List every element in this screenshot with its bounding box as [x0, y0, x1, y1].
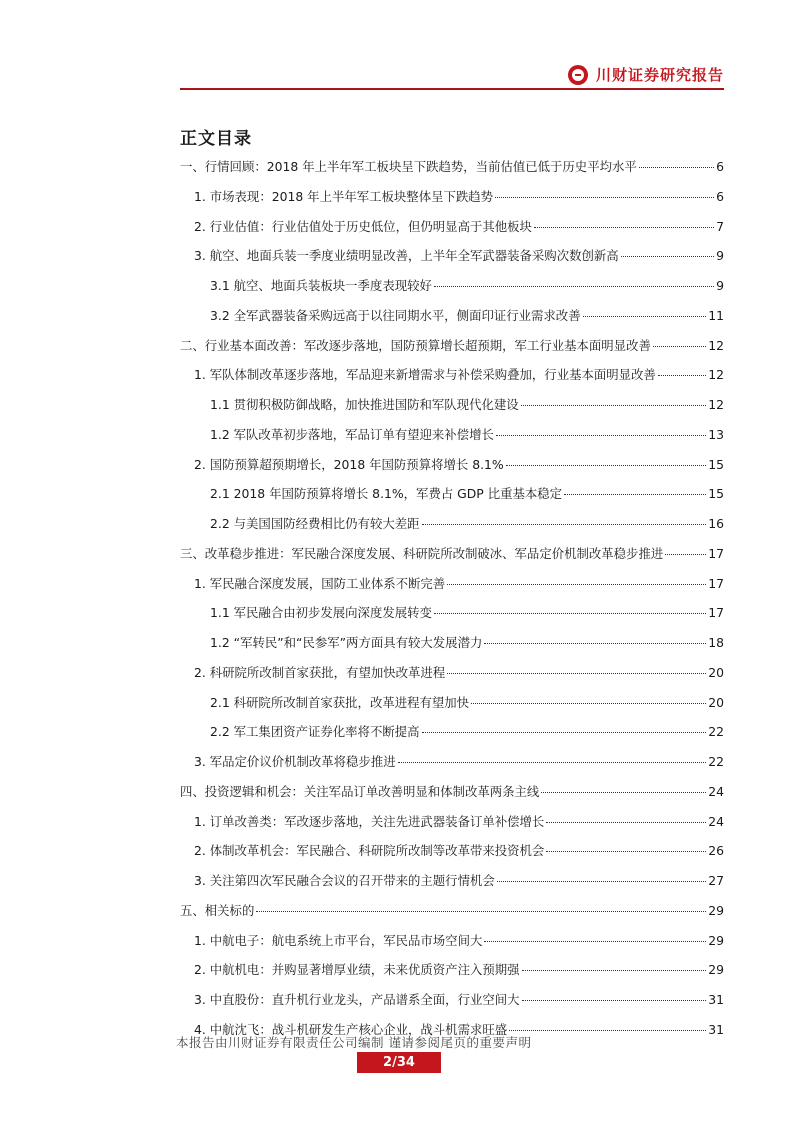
toc-entry-page: 11 — [708, 307, 724, 323]
toc-entry-text: 3.2 全军武器装备采购远高于以往同期水平，侧面印证行业需求改善 — [210, 307, 581, 323]
toc-entry[interactable] — [180, 836, 724, 866]
toc-entry[interactable] — [180, 539, 724, 569]
toc-entry[interactable] — [180, 926, 724, 956]
brand — [568, 64, 724, 85]
toc-entry[interactable] — [180, 569, 724, 599]
toc-entry[interactable] — [180, 450, 724, 480]
toc-entry-page: 9 — [716, 248, 724, 264]
toc-leader-dots — [564, 494, 706, 495]
toc-leader-dots — [521, 405, 707, 406]
toc-entry-page: 29 — [708, 902, 724, 918]
toc-entry-text: 1.2 “军转民”和“民参军”两方面具有较大发展潜力 — [210, 635, 483, 650]
toc-entry[interactable] — [180, 331, 724, 361]
toc-entry-text: 2. 国防预算超预期增长，2018 年国防预算将增长 8.1% — [194, 456, 504, 472]
toc-entry-text: 4. 中航沈飞：战斗机研发生产核心企业，战斗机需求旺盛 — [194, 1021, 508, 1037]
toc-leader-dots — [497, 881, 706, 882]
toc-entry-text: 2.1 2018 年国防预算将增长 8.1%，军费占 GDP 比重基本稳定 — [210, 486, 563, 502]
toc-entry-page: 20 — [708, 694, 724, 710]
toc-entry-page: 22 — [708, 754, 724, 769]
footer-disclaimer: 本报告由川财证券有限责任公司编制 谨请参阅尾页的重要声明 — [176, 1035, 532, 1050]
toc-entry[interactable] — [180, 598, 724, 628]
toc-leader-dots — [546, 851, 706, 852]
toc-leader-dots — [639, 167, 714, 168]
toc-entry-text: 3. 航空、地面兵装一季度业绩明显改善，上半年全军武器装备采购次数创新高 — [194, 248, 619, 264]
toc-entry-text: 2.1 科研院所改制首家获批，改革进程有望加快 — [210, 694, 470, 710]
toc-entry-page: 27 — [708, 873, 724, 888]
toc-entry-text: 2. 中航机电：并购显著增厚业绩，未来优质资产注入预期强 — [194, 962, 520, 978]
toc-entry[interactable] — [180, 212, 724, 242]
toc-entry[interactable] — [180, 628, 724, 658]
toc-leader-dots — [546, 822, 706, 823]
toc-leader-dots — [621, 256, 714, 257]
toc-entry-text: 1. 订单改善类：军改逐步落地，关注先进武器装备订单补偿增长 — [194, 813, 545, 829]
toc-entry-page: 6 — [716, 188, 724, 204]
toc-entry-text: 2. 行业估值：行业估值处于历史低位，但仍明显高于其他板块 — [194, 218, 532, 234]
toc-entry-text: 1. 军队体制改革逐步落地，军品迎来新增需求与补偿采购叠加，行业基本面明显改善 — [194, 367, 656, 383]
toc-entry-page: 20 — [708, 664, 724, 680]
toc-entry-page: 18 — [708, 635, 724, 650]
toc-leader-dots — [447, 673, 706, 674]
toc-entry-text: 1.1 贯彻积极防御战略，加快推进国防和军队现代化建设 — [210, 397, 519, 412]
toc-entry[interactable] — [180, 390, 724, 420]
toc-leader-dots — [534, 227, 714, 228]
toc-entry-page: 24 — [708, 783, 724, 799]
toc-entry-text: 1.2 军队改革初步落地，军品订单有望迎来补偿增长 — [210, 426, 494, 442]
toc-leader-dots — [495, 197, 714, 198]
toc-entry[interactable] — [180, 271, 724, 301]
toc-leader-dots — [496, 435, 706, 436]
toc-entry-text: 五、相关标的 — [180, 902, 255, 918]
toc-entry[interactable] — [180, 866, 724, 896]
toc-entry-text: 1.1 军民融合由初步发展向深度发展转变 — [210, 605, 432, 621]
brand-logo-icon — [568, 65, 588, 85]
toc-entry[interactable] — [180, 152, 724, 182]
toc-leader-dots — [447, 584, 706, 585]
toc-entry-page: 12 — [708, 367, 724, 383]
toc-entry-page: 15 — [708, 486, 724, 502]
toc-entry[interactable] — [180, 301, 724, 331]
toc-leader-dots — [522, 1000, 707, 1001]
toc-entry-page: 22 — [708, 724, 724, 740]
toc-entry-text: 3. 关注第四次军民融合会议的召开带来的主题行情机会 — [194, 873, 495, 888]
table-of-contents — [180, 152, 724, 1045]
toc-entry-page: 12 — [708, 397, 724, 412]
toc-entry[interactable] — [180, 955, 724, 985]
brand-name: 川财证券研究报告 — [595, 66, 724, 84]
toc-entry[interactable] — [180, 420, 724, 450]
toc-entry[interactable] — [180, 360, 724, 390]
report-header — [180, 60, 724, 90]
toc-entry-page: 7 — [716, 218, 724, 234]
toc-entry-text: 3.1 航空、地面兵装板块一季度表现较好 — [210, 278, 432, 293]
toc-leader-dots — [506, 465, 707, 466]
toc-leader-dots — [653, 346, 706, 347]
toc-entry-page: 17 — [708, 605, 724, 621]
toc-entry[interactable] — [180, 479, 724, 509]
toc-entry-page: 12 — [708, 337, 724, 353]
toc-entry-text: 三、改革稳步推进：军民融合深度发展、科研院所改制破冰、军品定价机制改革稳步推进 — [180, 545, 664, 561]
toc-leader-dots — [398, 762, 707, 763]
toc-entry-page: 29 — [708, 932, 724, 948]
toc-entry-page: 15 — [708, 456, 724, 472]
toc-leader-dots — [422, 524, 707, 525]
toc-entry[interactable] — [180, 807, 724, 837]
toc-entry-page: 13 — [708, 426, 724, 442]
toc-entry-page: 17 — [708, 575, 724, 591]
toc-entry[interactable] — [180, 241, 724, 271]
toc-leader-dots — [522, 970, 707, 971]
toc-leader-dots — [509, 1030, 706, 1031]
toc-entry-text: 二、行业基本面改善：军改逐步落地，国防预算增长超预期，军工行业基本面明显改善 — [180, 337, 651, 353]
toc-entry[interactable] — [180, 182, 724, 212]
toc-entry[interactable] — [180, 658, 724, 688]
toc-leader-dots — [471, 703, 706, 704]
header-divider — [180, 88, 724, 90]
toc-entry-page: 16 — [708, 516, 724, 531]
toc-entry-text: 一、行情回顾：2018 年上半年军工板块呈下跌趋势，当前估值已低于历史平均水平 — [180, 159, 637, 174]
toc-leader-dots — [583, 316, 707, 317]
toc-entry-page: 31 — [708, 992, 724, 1007]
toc-leader-dots — [541, 792, 706, 793]
toc-entry-page: 26 — [708, 843, 724, 859]
toc-entry[interactable] — [180, 717, 724, 747]
toc-entry[interactable] — [180, 985, 724, 1015]
toc-entry-text: 3. 中直股份：直升机行业龙头，产品谱系全面，行业空间大 — [194, 992, 520, 1007]
toc-entry-page: 9 — [716, 278, 724, 293]
toc-entry-text: 2.2 与美国国防经费相比仍有较大差距 — [210, 516, 420, 531]
toc-leader-dots — [434, 286, 714, 287]
toc-entry[interactable] — [180, 688, 724, 718]
toc-entry-page: 6 — [716, 159, 724, 174]
toc-entry-page: 31 — [708, 1021, 724, 1037]
toc-entry-text: 2.2 军工集团资产证券化率将不断提高 — [210, 724, 420, 740]
toc-entry-text: 2. 体制改革机会：军民融合、科研院所改制等改革带来投资机会 — [194, 843, 545, 859]
toc-leader-dots — [434, 613, 706, 614]
toc-leader-dots — [658, 375, 706, 376]
toc-entry-text: 2. 科研院所改制首家获批，有望加快改革进程 — [194, 664, 446, 680]
toc-entry-page: 29 — [708, 962, 724, 978]
toc-entry-text: 1. 市场表现：2018 年上半年军工板块整体呈下跌趋势 — [194, 188, 494, 204]
toc-leader-dots — [484, 941, 706, 942]
toc-entry[interactable] — [180, 896, 724, 926]
toc-entry[interactable] — [180, 777, 724, 807]
toc-entry-text: 1. 中航电子：航电系统上市平台，军民品市场空间大 — [194, 932, 483, 948]
toc-leader-dots — [484, 643, 706, 644]
toc-title: 正文目录 — [180, 129, 252, 149]
page-number: 2/34 — [357, 1052, 441, 1073]
toc-entry-text: 1. 军民融合深度发展，国防工业体系不断完善 — [194, 575, 446, 591]
toc-entry-text: 四、投资逻辑和机会：关注军品订单改善明显和体制改革两条主线 — [180, 783, 540, 799]
toc-leader-dots — [665, 554, 706, 555]
toc-entry-page: 17 — [708, 545, 724, 561]
toc-leader-dots — [422, 732, 707, 733]
toc-entry[interactable] — [180, 747, 724, 777]
toc-entry-page: 24 — [708, 813, 724, 829]
toc-leader-dots — [256, 911, 706, 912]
toc-entry[interactable] — [180, 509, 724, 539]
toc-entry-text: 3. 军品定价议价机制改革将稳步推进 — [194, 754, 396, 769]
